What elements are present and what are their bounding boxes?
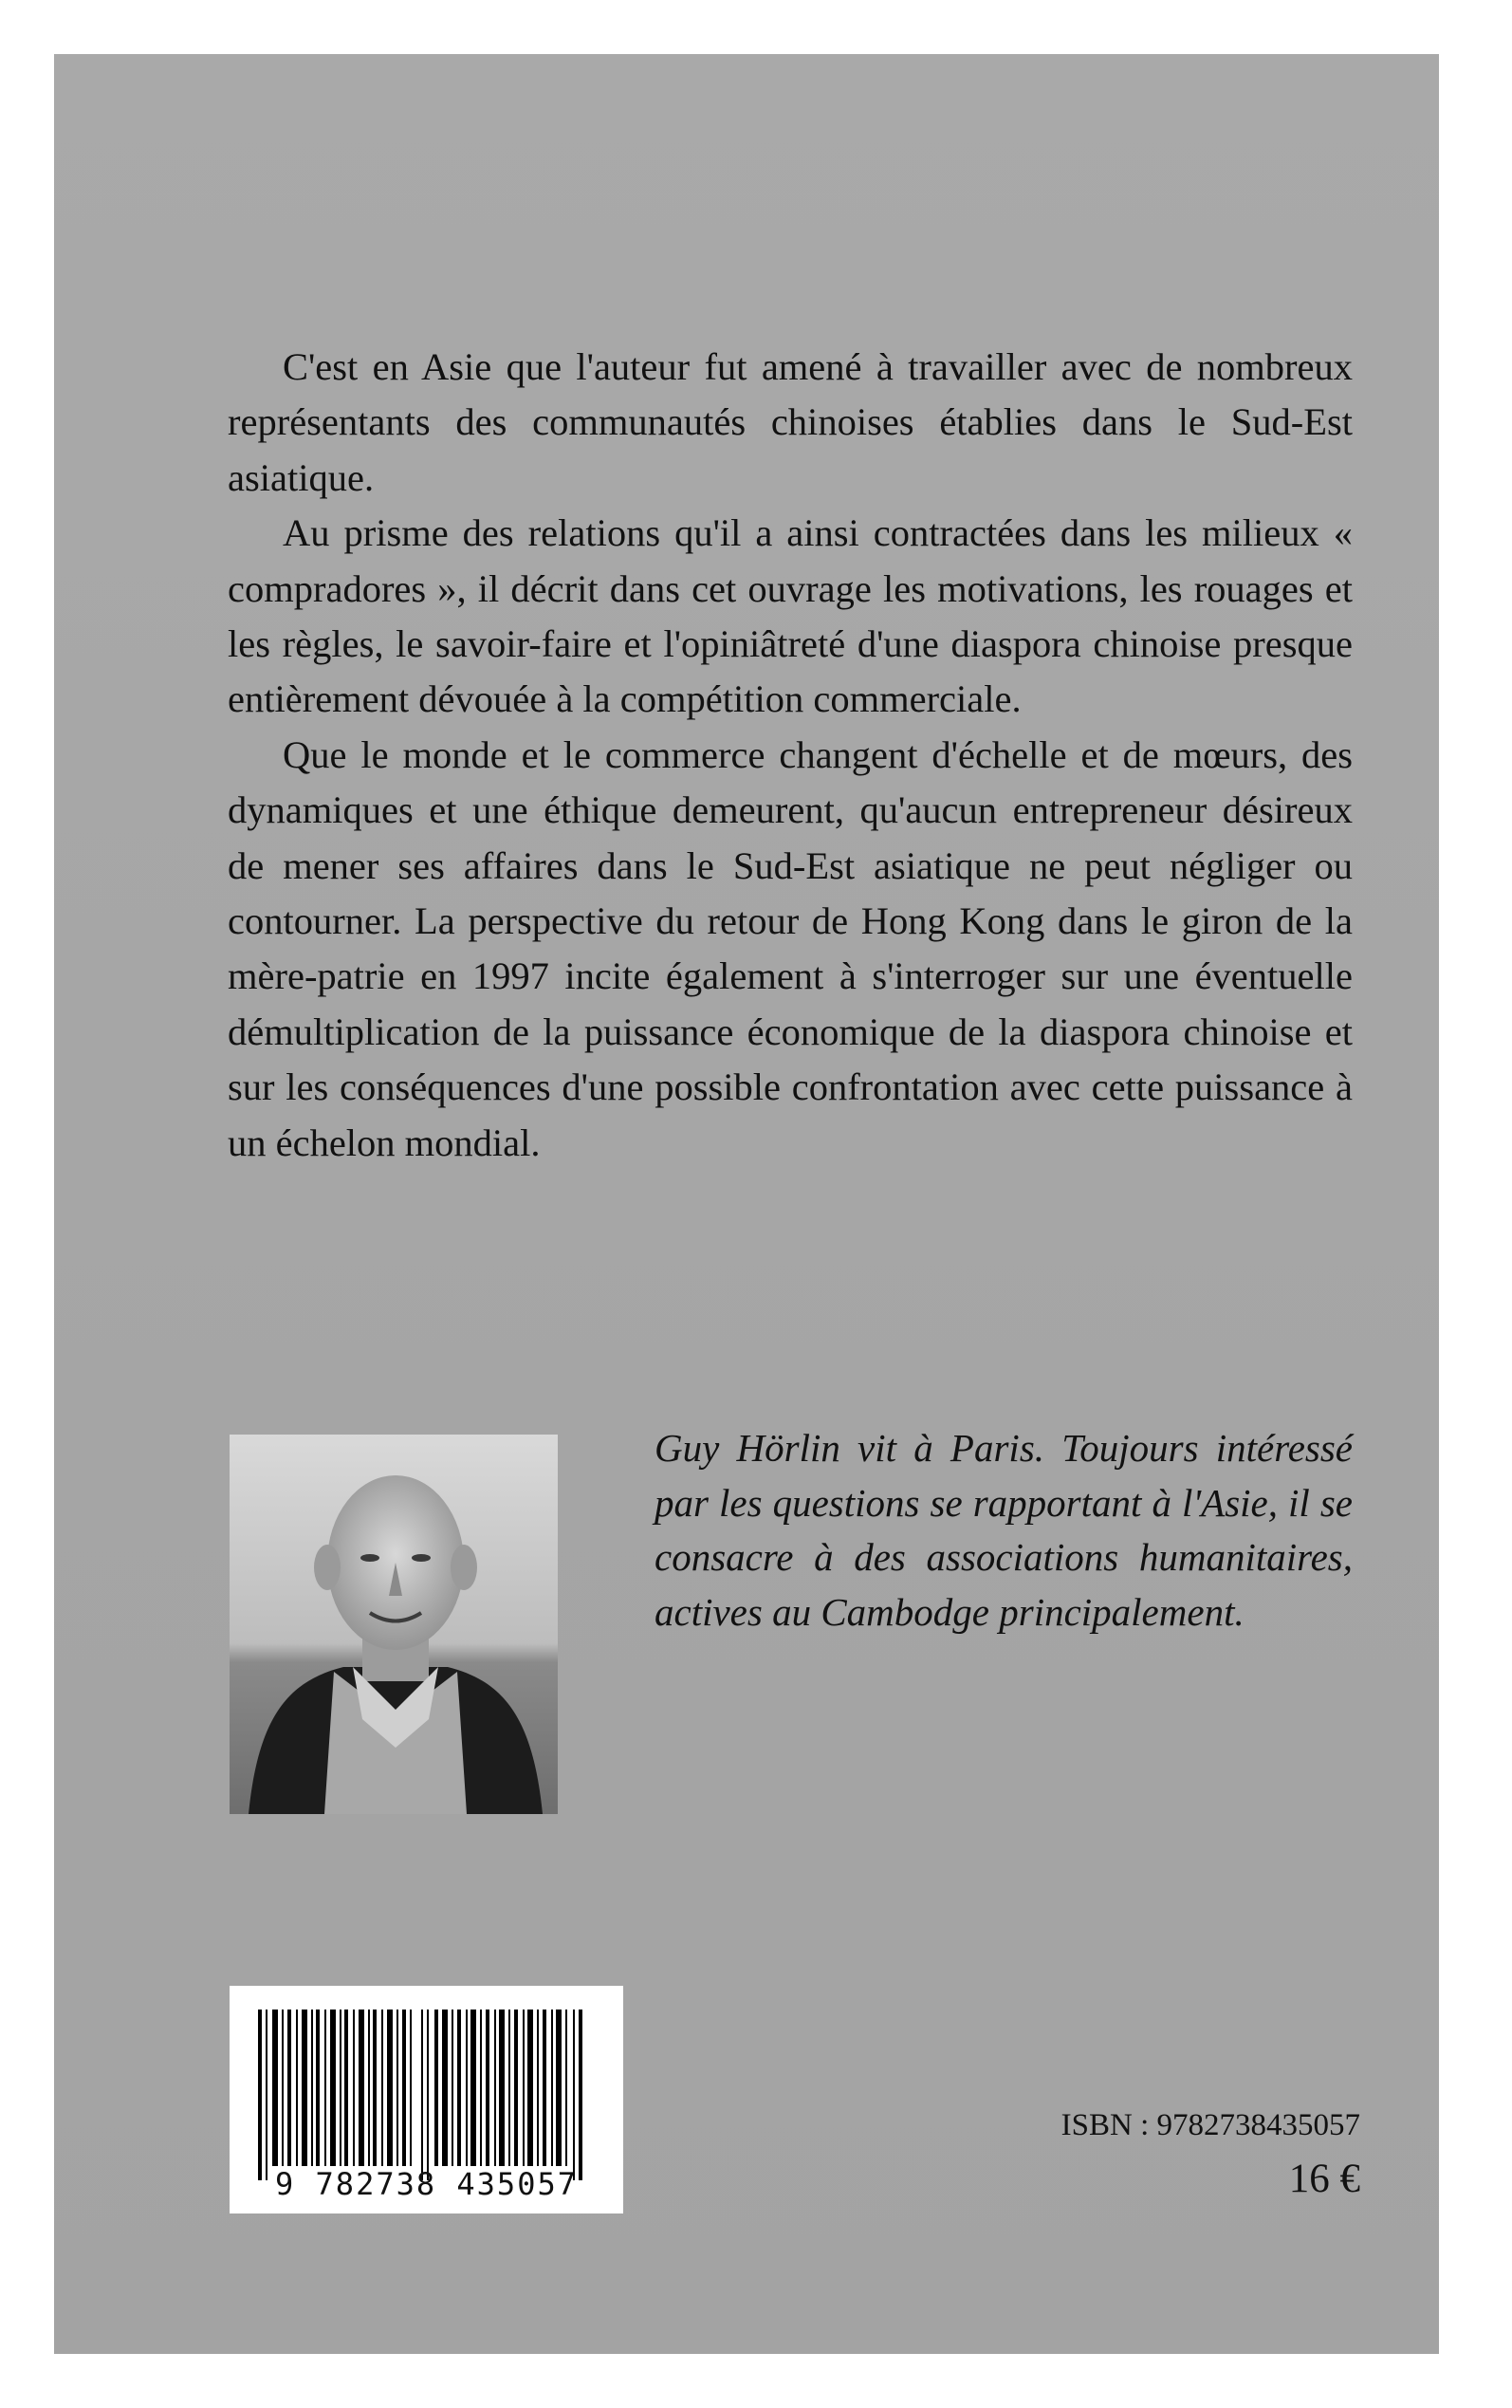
author-photo [230,1435,558,1814]
author-bio: Guy Hörlin vit à Paris. Toujours intéressé par les questions se rapportant à l'Asie, il se consacre à des associations humanitaires, actives au Cambodge principalement. [655,1426,1353,1634]
isbn-label: ISBN : 9782738435057 [1060,2108,1360,2142]
blurb-paragraph-3: Que le monde et le commerce changent d'échelle et de mœurs, des dynamiques et une éthique demeurent, qu'aucun entrepreneur désireux de mener ses affaires dans le Sud-Est asiatique ne peut négliger ou contourner. La perspective du retour de Hong Kong dans le giron de la mère-patrie en 1997 incite également à s'interroger sur une éventuelle démultiplication de la puissance économique de la diaspora chinoise et sur les conséquences d'une possible confrontation avec cette puissance à un échelon mondial. [228,732,1353,1164]
price-label: 16 € [1288,2157,1360,2201]
barcode-number: 9 782738 435057 [275,2166,578,2202]
blurb-paragraph-1: C'est en Asie que l'auteur fut amené à travailler avec de nombreux représentants des communautés chinoises établies dans le Sud-Est asiatique. [228,345,1353,499]
blurb-paragraph-2: Au prisme des relations qu'il a ainsi contractées dans les milieux « compradores », il décrit dans cet ouvrage les motivations, les rouages et les règles, le savoir-faire et l'opiniâtreté d'une diaspora chinoise presque entièrement dévouée à la compétition commerciale. [228,511,1353,721]
blurb-text [228,340,1353,1171]
barcode [230,1986,623,2214]
